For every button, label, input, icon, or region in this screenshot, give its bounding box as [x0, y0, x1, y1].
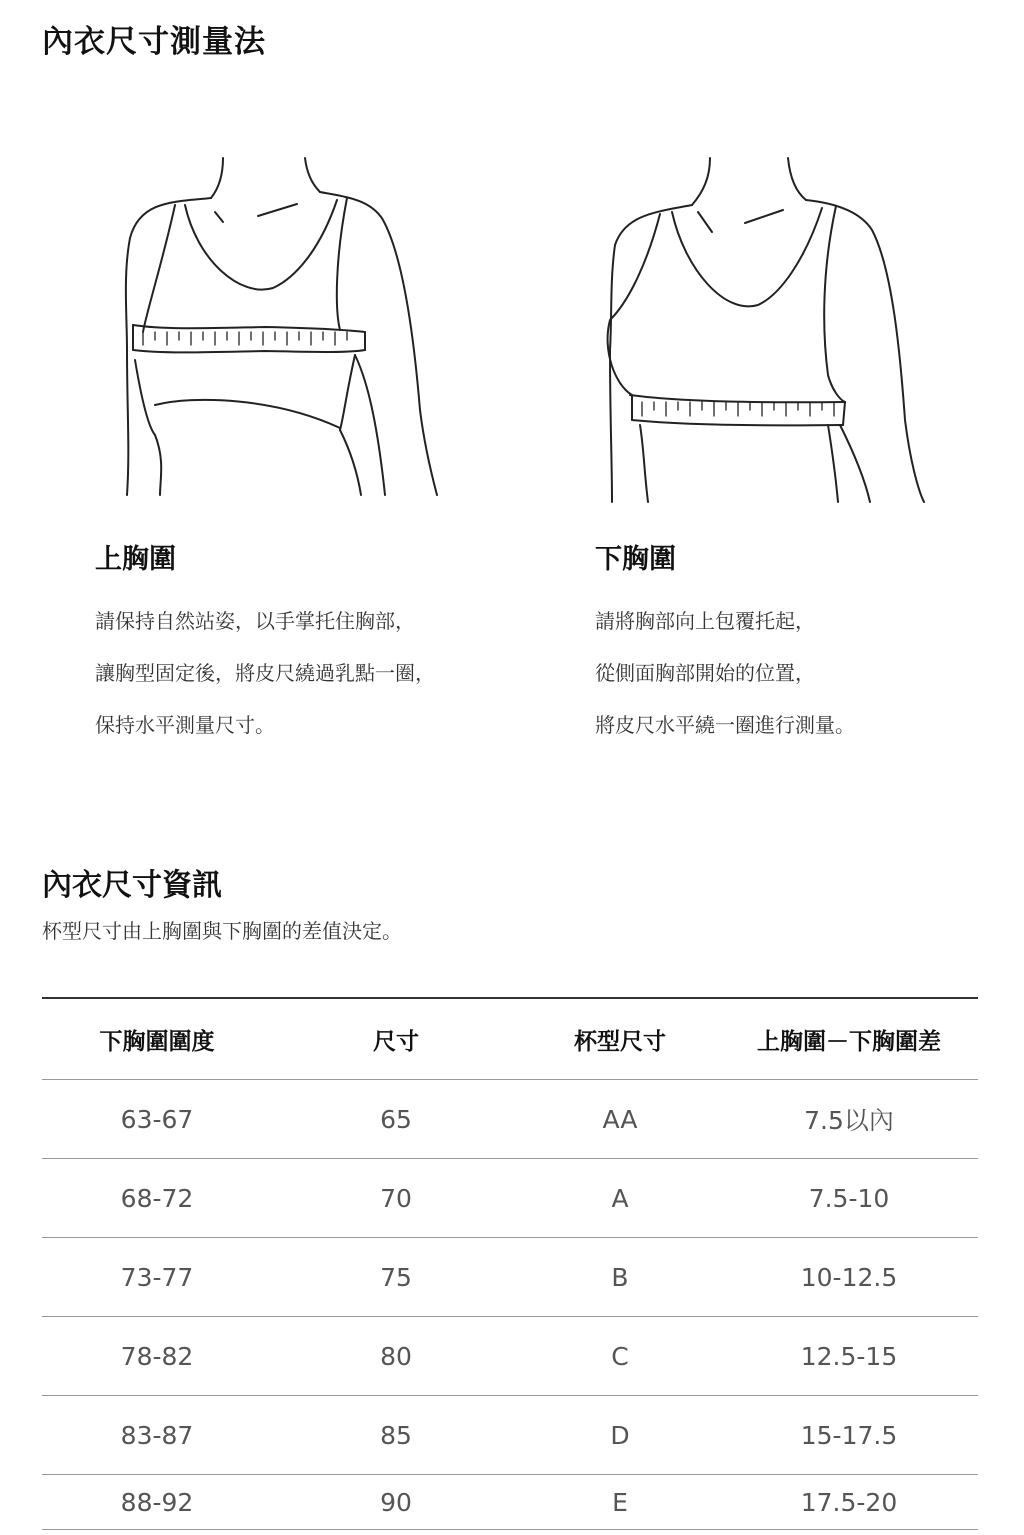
header-underbust: 下胸圍圍度: [42, 998, 272, 1080]
cell-underbust: 68-72: [42, 1159, 272, 1238]
instruction-line: 將皮尺水平繞一圈進行測量。: [595, 713, 855, 737]
table-row: [42, 1475, 978, 1530]
instruction-line: 保持水平測量尺寸。: [95, 713, 275, 737]
size-info-title: 內衣尺寸資訊: [42, 868, 222, 903]
table-header-row: [42, 998, 978, 1080]
cell-underbust: 78-82: [42, 1317, 272, 1396]
lower-bust-title: 下胸圍: [595, 544, 676, 575]
cell-difference: 7.5以內: [720, 1080, 978, 1159]
table-row: [42, 1396, 978, 1475]
header-size: 尺寸: [272, 998, 520, 1080]
instruction-line: 請將胸部向上包覆托起，: [595, 609, 815, 633]
measure-title: 內衣尺寸測量法: [42, 24, 266, 60]
cell-difference: 17.5-20: [720, 1475, 978, 1530]
cell-size: 70: [272, 1159, 520, 1238]
cell-size: 75: [272, 1238, 520, 1317]
cell-cup: AA: [520, 1080, 720, 1159]
instruction-line: 讓胸型固定後，將皮尺繞過乳點一圈，: [95, 661, 435, 685]
header-difference: 上胸圍－下胸圍差: [720, 998, 978, 1080]
cell-cup: C: [520, 1317, 720, 1396]
cell-difference: 15-17.5: [720, 1396, 978, 1475]
header-cup: 杯型尺寸: [520, 998, 720, 1080]
cell-underbust: 83-87: [42, 1396, 272, 1475]
cell-difference: 7.5-10: [720, 1159, 978, 1238]
upper-bust-illustration: [115, 150, 445, 500]
cell-underbust: 73-77: [42, 1238, 272, 1317]
size-table: [42, 997, 978, 1530]
instruction-line: 請保持自然站姿，以手掌托住胸部，: [95, 609, 415, 633]
table-row: [42, 1238, 978, 1317]
cell-underbust: 88-92: [42, 1475, 272, 1530]
table-row: [42, 1159, 978, 1238]
cell-underbust: 63-67: [42, 1080, 272, 1159]
lower-bust-instructions: [595, 595, 855, 751]
cell-cup: B: [520, 1238, 720, 1317]
table-row: [42, 1317, 978, 1396]
cell-difference: 10-12.5: [720, 1238, 978, 1317]
cell-cup: E: [520, 1475, 720, 1530]
cell-cup: D: [520, 1396, 720, 1475]
cell-size: 90: [272, 1475, 520, 1530]
cell-cup: A: [520, 1159, 720, 1238]
upper-bust-instructions: [95, 595, 435, 751]
lower-bust-illustration: [600, 150, 930, 510]
size-info-subtitle: 杯型尺寸由上胸圍與下胸圍的差值決定。: [42, 919, 402, 943]
instruction-line: 從側面胸部開始的位置，: [595, 661, 815, 685]
cell-difference: 12.5-15: [720, 1317, 978, 1396]
cell-size: 65: [272, 1080, 520, 1159]
table-row: [42, 1080, 978, 1159]
cell-size: 85: [272, 1396, 520, 1475]
upper-bust-title: 上胸圍: [95, 544, 176, 575]
cell-size: 80: [272, 1317, 520, 1396]
